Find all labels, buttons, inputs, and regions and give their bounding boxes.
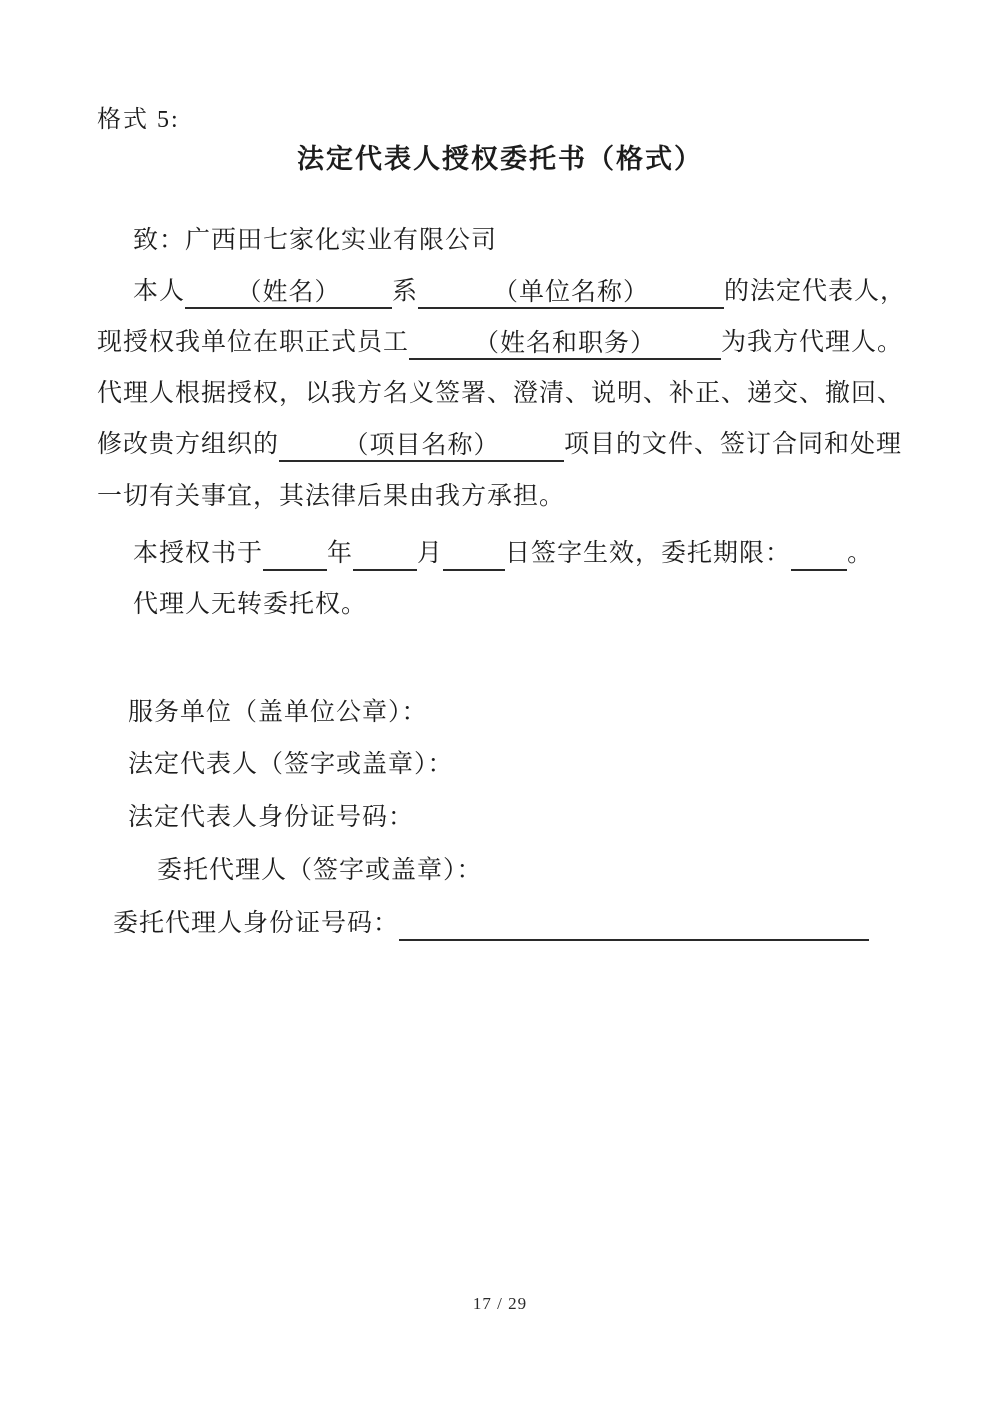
text-run: 修改贵方组织的 xyxy=(97,431,280,458)
text-run: 法定代表人（签字或盖章）： xyxy=(128,751,454,778)
text-run: 服务单位（盖单位公章）： xyxy=(128,699,428,726)
text-run: 的法定代表人， xyxy=(724,278,907,305)
text-run: 系 xyxy=(392,278,419,305)
text-run: 法定代表人身份证号码： xyxy=(128,804,415,831)
text-run: 为我方代理人。 xyxy=(721,329,904,356)
text-run: 本人 xyxy=(133,278,186,305)
fill-in-blank: （单位名称） xyxy=(418,277,724,309)
page-number: 17 / 29 xyxy=(472,1294,528,1313)
text-run: 。 xyxy=(847,540,874,567)
line-no-subdelegation xyxy=(133,588,367,622)
recipient-line: 致：广西田七家化实业有限公司 xyxy=(133,227,498,254)
text-run: 代理人无转委托权。 xyxy=(133,591,368,618)
fill-in-blank xyxy=(443,539,505,571)
fill-in-blank xyxy=(353,539,417,571)
text-run: 年 xyxy=(327,540,354,567)
text-run: 委托代理人（签字或盖章）： xyxy=(157,857,483,884)
line-effective-date xyxy=(133,537,873,571)
fill-in-blank xyxy=(791,539,847,571)
line-person xyxy=(133,275,906,309)
text-run: 现授权我单位在职正式员工 xyxy=(97,329,410,356)
line-agent-powers xyxy=(97,377,903,411)
line-modify-project xyxy=(97,428,902,462)
page-title: 法定代表人授权委托书（格式） xyxy=(297,144,703,174)
line-agent-id-number xyxy=(113,907,869,941)
format-label: 格式 5: xyxy=(97,107,180,133)
text-run: 代理人根据授权，以我方名义签署、澄清、说明、补正、递交、撤回、 xyxy=(97,380,904,407)
fill-in-blank xyxy=(399,909,869,941)
line-service-unit-seal xyxy=(128,696,428,730)
text-run: 月 xyxy=(417,540,444,567)
text-run: 本授权书于 xyxy=(133,540,264,567)
text-run: 日签字生效，委托期限： xyxy=(505,540,792,567)
line-legal-rep-id-number xyxy=(128,801,414,835)
fill-in-blank xyxy=(263,539,327,571)
line-legal-rep-signature xyxy=(128,748,454,782)
text-run: 一切有关事宜，其法律后果由我方承担。 xyxy=(97,483,566,510)
line-matters xyxy=(97,480,565,514)
line-agent-signature xyxy=(157,854,483,888)
fill-in-blank: （姓名） xyxy=(185,277,392,309)
fill-in-blank: （姓名和职务） xyxy=(409,328,721,360)
line-authorize xyxy=(97,326,903,360)
fill-in-blank: （项目名称） xyxy=(279,430,564,462)
text-run: 委托代理人身份证号码： xyxy=(113,910,400,937)
text-run: 项目的文件、签订合同和处理 xyxy=(564,431,903,458)
